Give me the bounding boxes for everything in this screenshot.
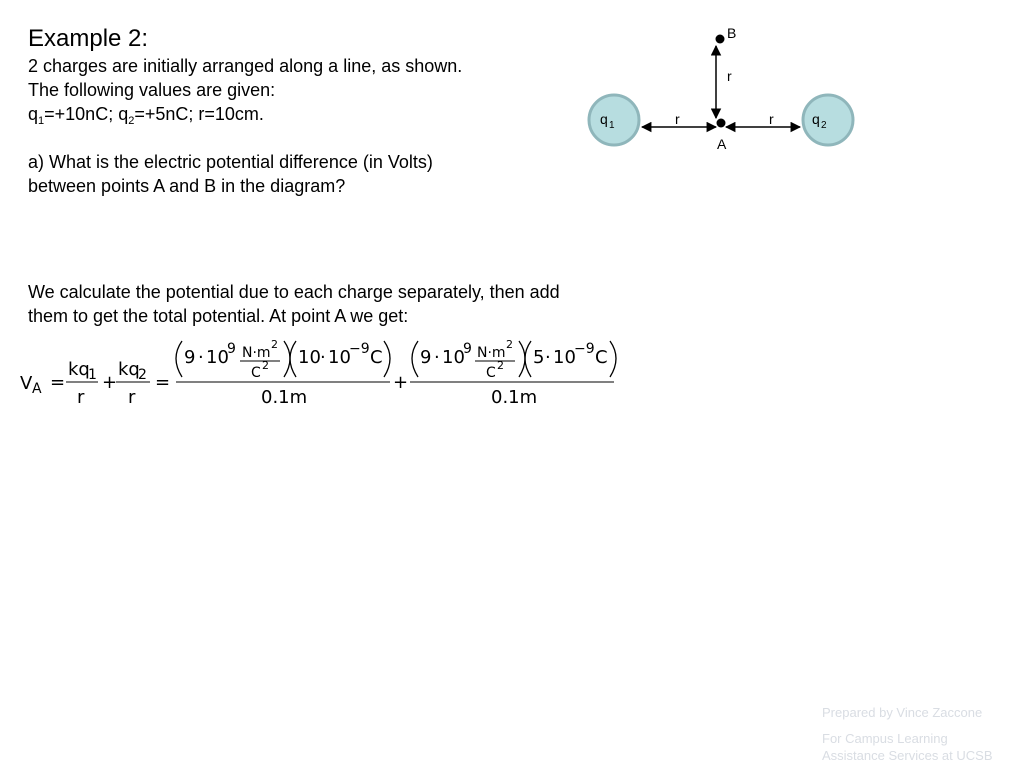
footer-credit xyxy=(822,704,1022,764)
eq-ten-3: 10 xyxy=(442,347,465,368)
point-b-label: B xyxy=(727,25,737,41)
example-title: Example 2: xyxy=(28,25,149,52)
eq-exp-neg9-2: −9 xyxy=(574,341,595,357)
eq-units-num-1: N·m xyxy=(242,345,271,361)
r-vertical-label: r xyxy=(727,68,732,84)
eq-r-1: r xyxy=(77,387,85,408)
question-a-line-2: between points A and B in the diagram? xyxy=(28,176,346,196)
potential-equation xyxy=(18,333,628,413)
given-values xyxy=(28,102,548,126)
eq-kq1-sub: 1 xyxy=(88,367,97,383)
eq-units-den-2: C xyxy=(486,365,496,381)
eq-nine-2: 9 xyxy=(420,347,432,368)
eq-r-2: r xyxy=(128,387,136,408)
eq-lhs-sub: A xyxy=(32,381,42,397)
r-right-label: r xyxy=(769,111,774,127)
footer-line-2: Assistance Services at UCSB xyxy=(822,748,993,763)
eq-five-nC: 5 xyxy=(533,347,545,368)
eq-dot-3: · xyxy=(434,347,440,368)
eq-nine-1: 9 xyxy=(184,347,196,368)
eq-dot-2: · xyxy=(320,347,326,368)
eq-paren-open-2 xyxy=(290,341,296,377)
eq-kq1: kq xyxy=(68,359,90,380)
eq-exp-1: 9 xyxy=(227,341,236,357)
eq-units-num-2: N·m xyxy=(477,345,506,361)
eq-paren-close-3 xyxy=(519,341,525,377)
r-left-label: r xyxy=(675,111,680,127)
q2-symbol: q xyxy=(118,104,129,124)
eq-units-den-sq-1: 2 xyxy=(262,359,269,372)
eq-exp-2: 9 xyxy=(463,341,472,357)
question-a-line-1: a) What is the electric potential difference (in Volts) xyxy=(28,152,433,172)
eq-plus-2: + xyxy=(393,372,409,393)
eq-paren-open-4 xyxy=(525,341,531,377)
eq-kq2: kq xyxy=(118,359,140,380)
problem-line-2: The following values are given: xyxy=(28,80,276,100)
eq-ten-4: 10 xyxy=(553,347,576,368)
point-b-dot xyxy=(716,35,725,44)
q2-value: =+5nC; xyxy=(134,104,199,124)
problem-statement xyxy=(28,24,548,198)
eq-ten-1: 10 xyxy=(206,347,229,368)
eq-paren-close-2 xyxy=(384,341,390,377)
r-value: r=10cm. xyxy=(198,104,264,124)
eq-units-sq-1: 2 xyxy=(271,338,278,351)
eq-coulomb-2: C xyxy=(595,347,608,368)
charge-q1-symbol: q xyxy=(600,111,608,127)
solution-intro xyxy=(28,280,628,328)
intro-line-2: them to get the total potential. At point A we get: xyxy=(28,306,409,326)
charge-q2-subscript: 2 xyxy=(821,120,827,131)
q1-subscript: 1 xyxy=(38,115,45,127)
eq-exp-neg9-1: −9 xyxy=(349,341,370,357)
q1-value: =+10nC; xyxy=(44,104,119,124)
footer-line-1: For Campus Learning xyxy=(822,731,948,746)
eq-paren-close-4 xyxy=(610,341,616,377)
eq-denominator-1: 0.1m xyxy=(261,387,308,408)
eq-paren-close-1 xyxy=(284,341,290,377)
eq-units-den-1: C xyxy=(251,365,261,381)
intro-line-1: We calculate the potential due to each charge separately, then add xyxy=(28,282,560,302)
eq-coulomb-1: C xyxy=(370,347,383,368)
charge-q2 xyxy=(803,95,853,145)
eq-units-den-sq-2: 2 xyxy=(497,359,504,372)
eq-ten-2: 10 xyxy=(328,347,351,368)
charge-q1-subscript: 1 xyxy=(609,120,615,131)
eq-ten-nC: 10 xyxy=(298,347,321,368)
eq-dot-1: · xyxy=(198,347,204,368)
problem-line-1: 2 charges are initially arranged along a line, as shown. xyxy=(28,56,463,76)
charge-diagram xyxy=(570,20,870,160)
charge-q2-symbol: q xyxy=(812,111,820,127)
eq-equals-1: = xyxy=(50,372,66,393)
eq-dot-4: · xyxy=(545,347,551,368)
eq-plus-1: + xyxy=(102,372,118,393)
point-a-dot xyxy=(717,119,726,128)
eq-paren-open-1 xyxy=(176,341,182,377)
eq-lhs: V xyxy=(20,373,33,394)
eq-kq2-sub: 2 xyxy=(138,367,147,383)
footer-prepared-by: Prepared by Vince Zaccone xyxy=(822,705,983,720)
eq-paren-open-3 xyxy=(412,341,418,377)
point-a-label: A xyxy=(717,136,727,152)
q1-symbol: q xyxy=(28,104,39,124)
eq-denominator-2: 0.1m xyxy=(491,387,538,408)
eq-units-sq-2: 2 xyxy=(506,338,513,351)
eq-equals-2: = xyxy=(155,372,171,393)
q2-subscript: 2 xyxy=(128,115,135,127)
